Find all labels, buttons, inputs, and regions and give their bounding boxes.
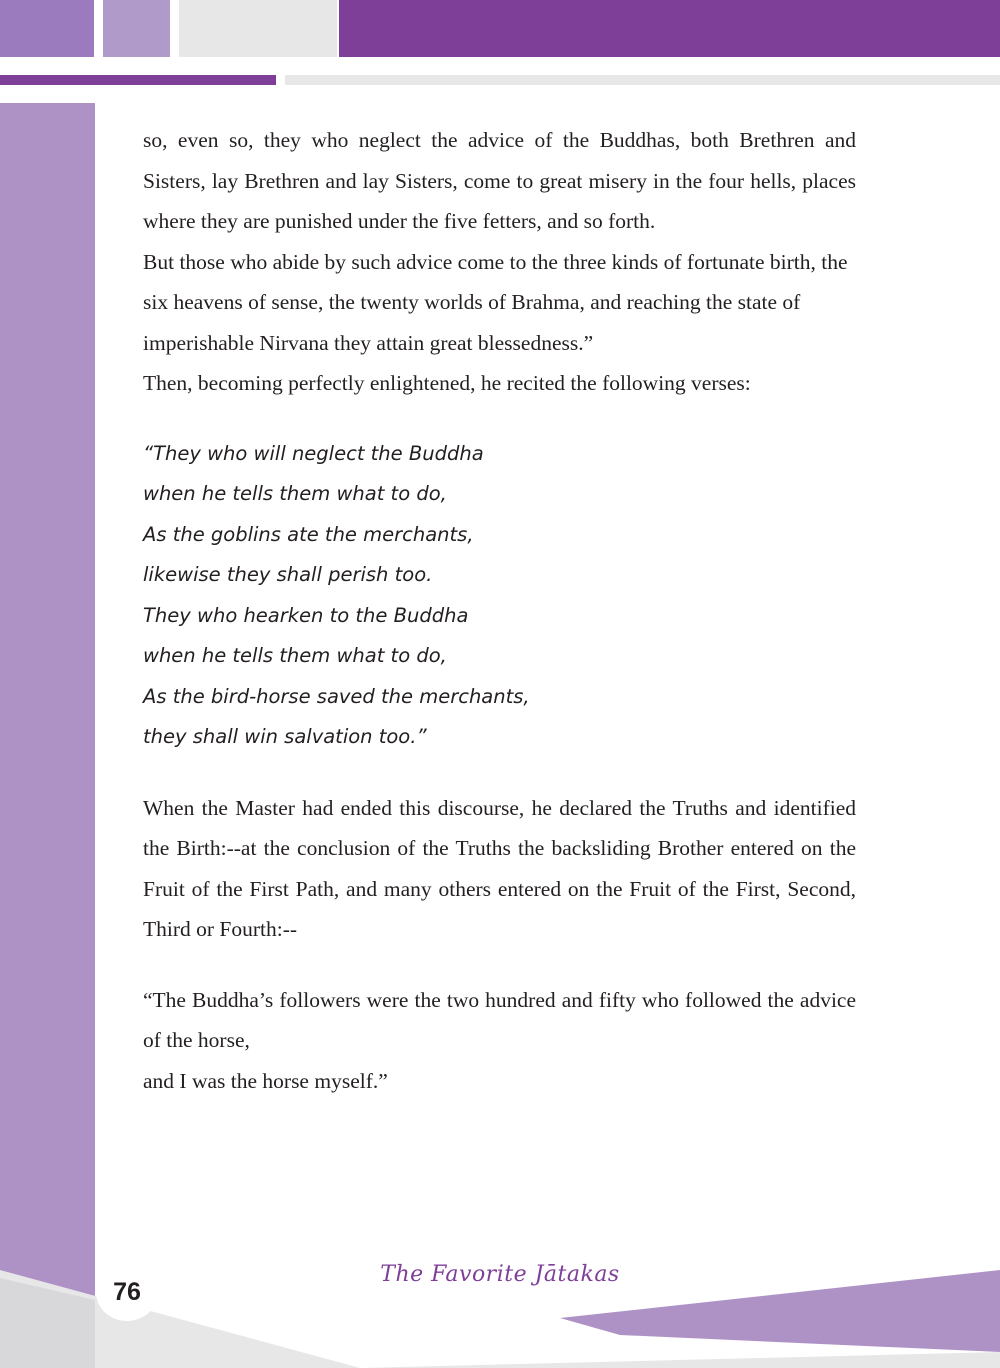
header-line-purple [0,75,276,85]
verse-line: likewise they shall perish too. [143,563,433,586]
book-title: The Favorite Jātakas [380,1262,620,1287]
paragraph: so, even so, they who neglect the advice of the Buddhas, both Brethren and Sisters, lay Brethren and lay Sisters, come to great misery in the four hells, places where they are punished under the five fetters, and so forth. [143,128,856,233]
verse-line: when he tells them what to do, [143,482,447,505]
page-body [143,120,856,1101]
header-line-grey [285,75,1000,85]
header-block-2 [103,0,170,57]
verse-block [143,434,856,758]
verse-line: they shall win salvation too.” [143,725,427,748]
page-number: 76 [96,1263,158,1321]
verse-line: As the goblins ate the merchants, [143,522,474,546]
paragraph: and I was the horse myself.” [143,1068,388,1093]
verse-line: “They who will neglect the Buddha [143,441,484,465]
left-side-band [0,103,95,1368]
paragraph: “The Buddha’s followers were the two hundred and fifty who followed the advice of the horse, [143,987,856,1052]
verse-line: when he tells them what to do, [143,644,447,667]
verse-line: They who hearken to the Buddha [143,603,469,627]
header-block-1 [0,0,94,57]
paragraph: But those who abide by such advice come to the three kinds of fortunate birth, the six heavens of sense, the twenty worlds of Brahma, and reaching the state of imperishable Nirvana they attain great blessedness.” [143,249,848,355]
header-block-4 [339,0,1000,57]
paragraph: When the Master had ended this discourse, he declared the Truths and identified the Birth:--at the conclusion of the Truths the backsliding Brother entered on the Fruit of the First Path, and many others entered on the Fruit of the First, Second, Third or Fourth:-- [143,795,856,941]
paragraph: Then, becoming perfectly enlightened, he recited the following verses: [143,371,751,395]
header-block-3 [179,0,337,57]
verse-line: As the bird-horse saved the merchants, [143,684,530,708]
